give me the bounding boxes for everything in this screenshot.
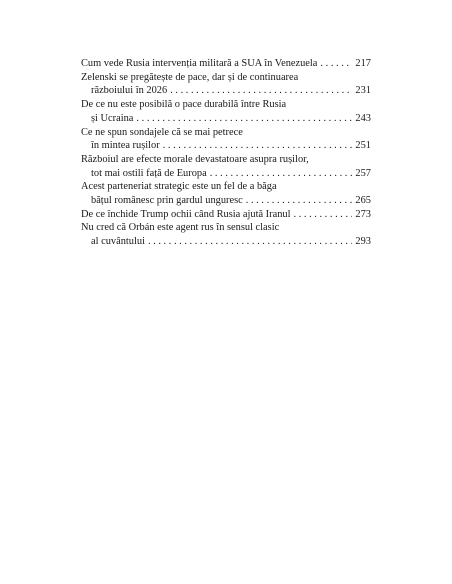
toc-entry-title: Nu cred că Orbán este agent rus în sensul clasic: [81, 222, 280, 234]
toc-entry-title-continued: tot mai ostili față de Europa: [91, 167, 207, 179]
toc-entry: [81, 126, 371, 153]
toc-entry-title-continued: războiului în 2026: [91, 85, 168, 97]
toc-page-number: 293: [355, 236, 371, 248]
dot-leader: [163, 139, 352, 153]
dot-leader: [320, 57, 352, 71]
toc-entry-title: De ce nu este posibilă o pace durabilă între Rusia: [81, 99, 287, 111]
toc-entry-line: [81, 98, 371, 112]
toc-page-number: 243: [355, 112, 371, 124]
dot-leader: [136, 112, 352, 126]
toc-entry-title-continued: al cuvântului: [91, 236, 145, 248]
toc-page-number: 273: [355, 208, 371, 220]
toc-entry: [81, 98, 371, 125]
toc-entry-title-continued: în mintea rușilor: [91, 140, 160, 152]
table-of-contents: [81, 57, 371, 249]
toc-entry: [81, 57, 371, 71]
toc-entry: [81, 153, 371, 180]
toc-entry-title-continued: bățul românesc prin gardul unguresc: [91, 195, 243, 207]
toc-entry-line: [81, 180, 371, 194]
dot-leader: [210, 167, 352, 181]
toc-entry: [81, 208, 371, 222]
dot-leader: [170, 84, 352, 98]
toc-entry-line-continued: [81, 84, 371, 98]
toc-entry-title: Acest parteneriat strategic este un fel de a băga: [81, 181, 277, 193]
toc-entry-line-continued: [81, 235, 371, 249]
toc-entry-line: [81, 126, 371, 140]
toc-entry: [81, 221, 371, 248]
toc-entry-line-continued: [81, 112, 371, 126]
toc-entry-line: [81, 208, 371, 222]
toc-entry-line: [81, 71, 371, 85]
toc-entry-line-continued: [81, 194, 371, 208]
dot-leader: [246, 194, 352, 208]
toc-page-number: 231: [355, 85, 371, 97]
toc-entry-title-continued: și Ucraina: [91, 112, 134, 124]
toc-entry-title: Cum vede Rusia intervenția militară a SUA în Venezuela: [81, 58, 318, 69]
toc-page-number: 217: [355, 58, 371, 69]
toc-entry-line: [81, 221, 371, 235]
toc-entry: [81, 180, 371, 207]
toc-entry-line: [81, 153, 371, 167]
toc-entry-title: Ce ne spun sondajele că se mai petrece: [81, 126, 243, 138]
toc-entry-line-continued: [81, 139, 371, 153]
toc-page-number: 251: [355, 140, 371, 152]
dot-leader: [294, 208, 353, 222]
toc-page-number: 257: [355, 167, 371, 179]
toc-entry-title: Războiul are efecte morale devastatoare asupra rușilor,: [81, 153, 309, 165]
toc-entry-title: Zelenski se pregătește de pace, dar și de continuarea: [81, 71, 299, 83]
toc-entry: [81, 71, 371, 98]
toc-entry-title: De ce închide Trump ochii când Rusia ajută Iranul: [81, 208, 291, 220]
toc-entry-line: [81, 57, 371, 71]
toc-page-number: 265: [355, 195, 371, 207]
dot-leader: [148, 235, 352, 249]
toc-entry-line-continued: [81, 167, 371, 181]
